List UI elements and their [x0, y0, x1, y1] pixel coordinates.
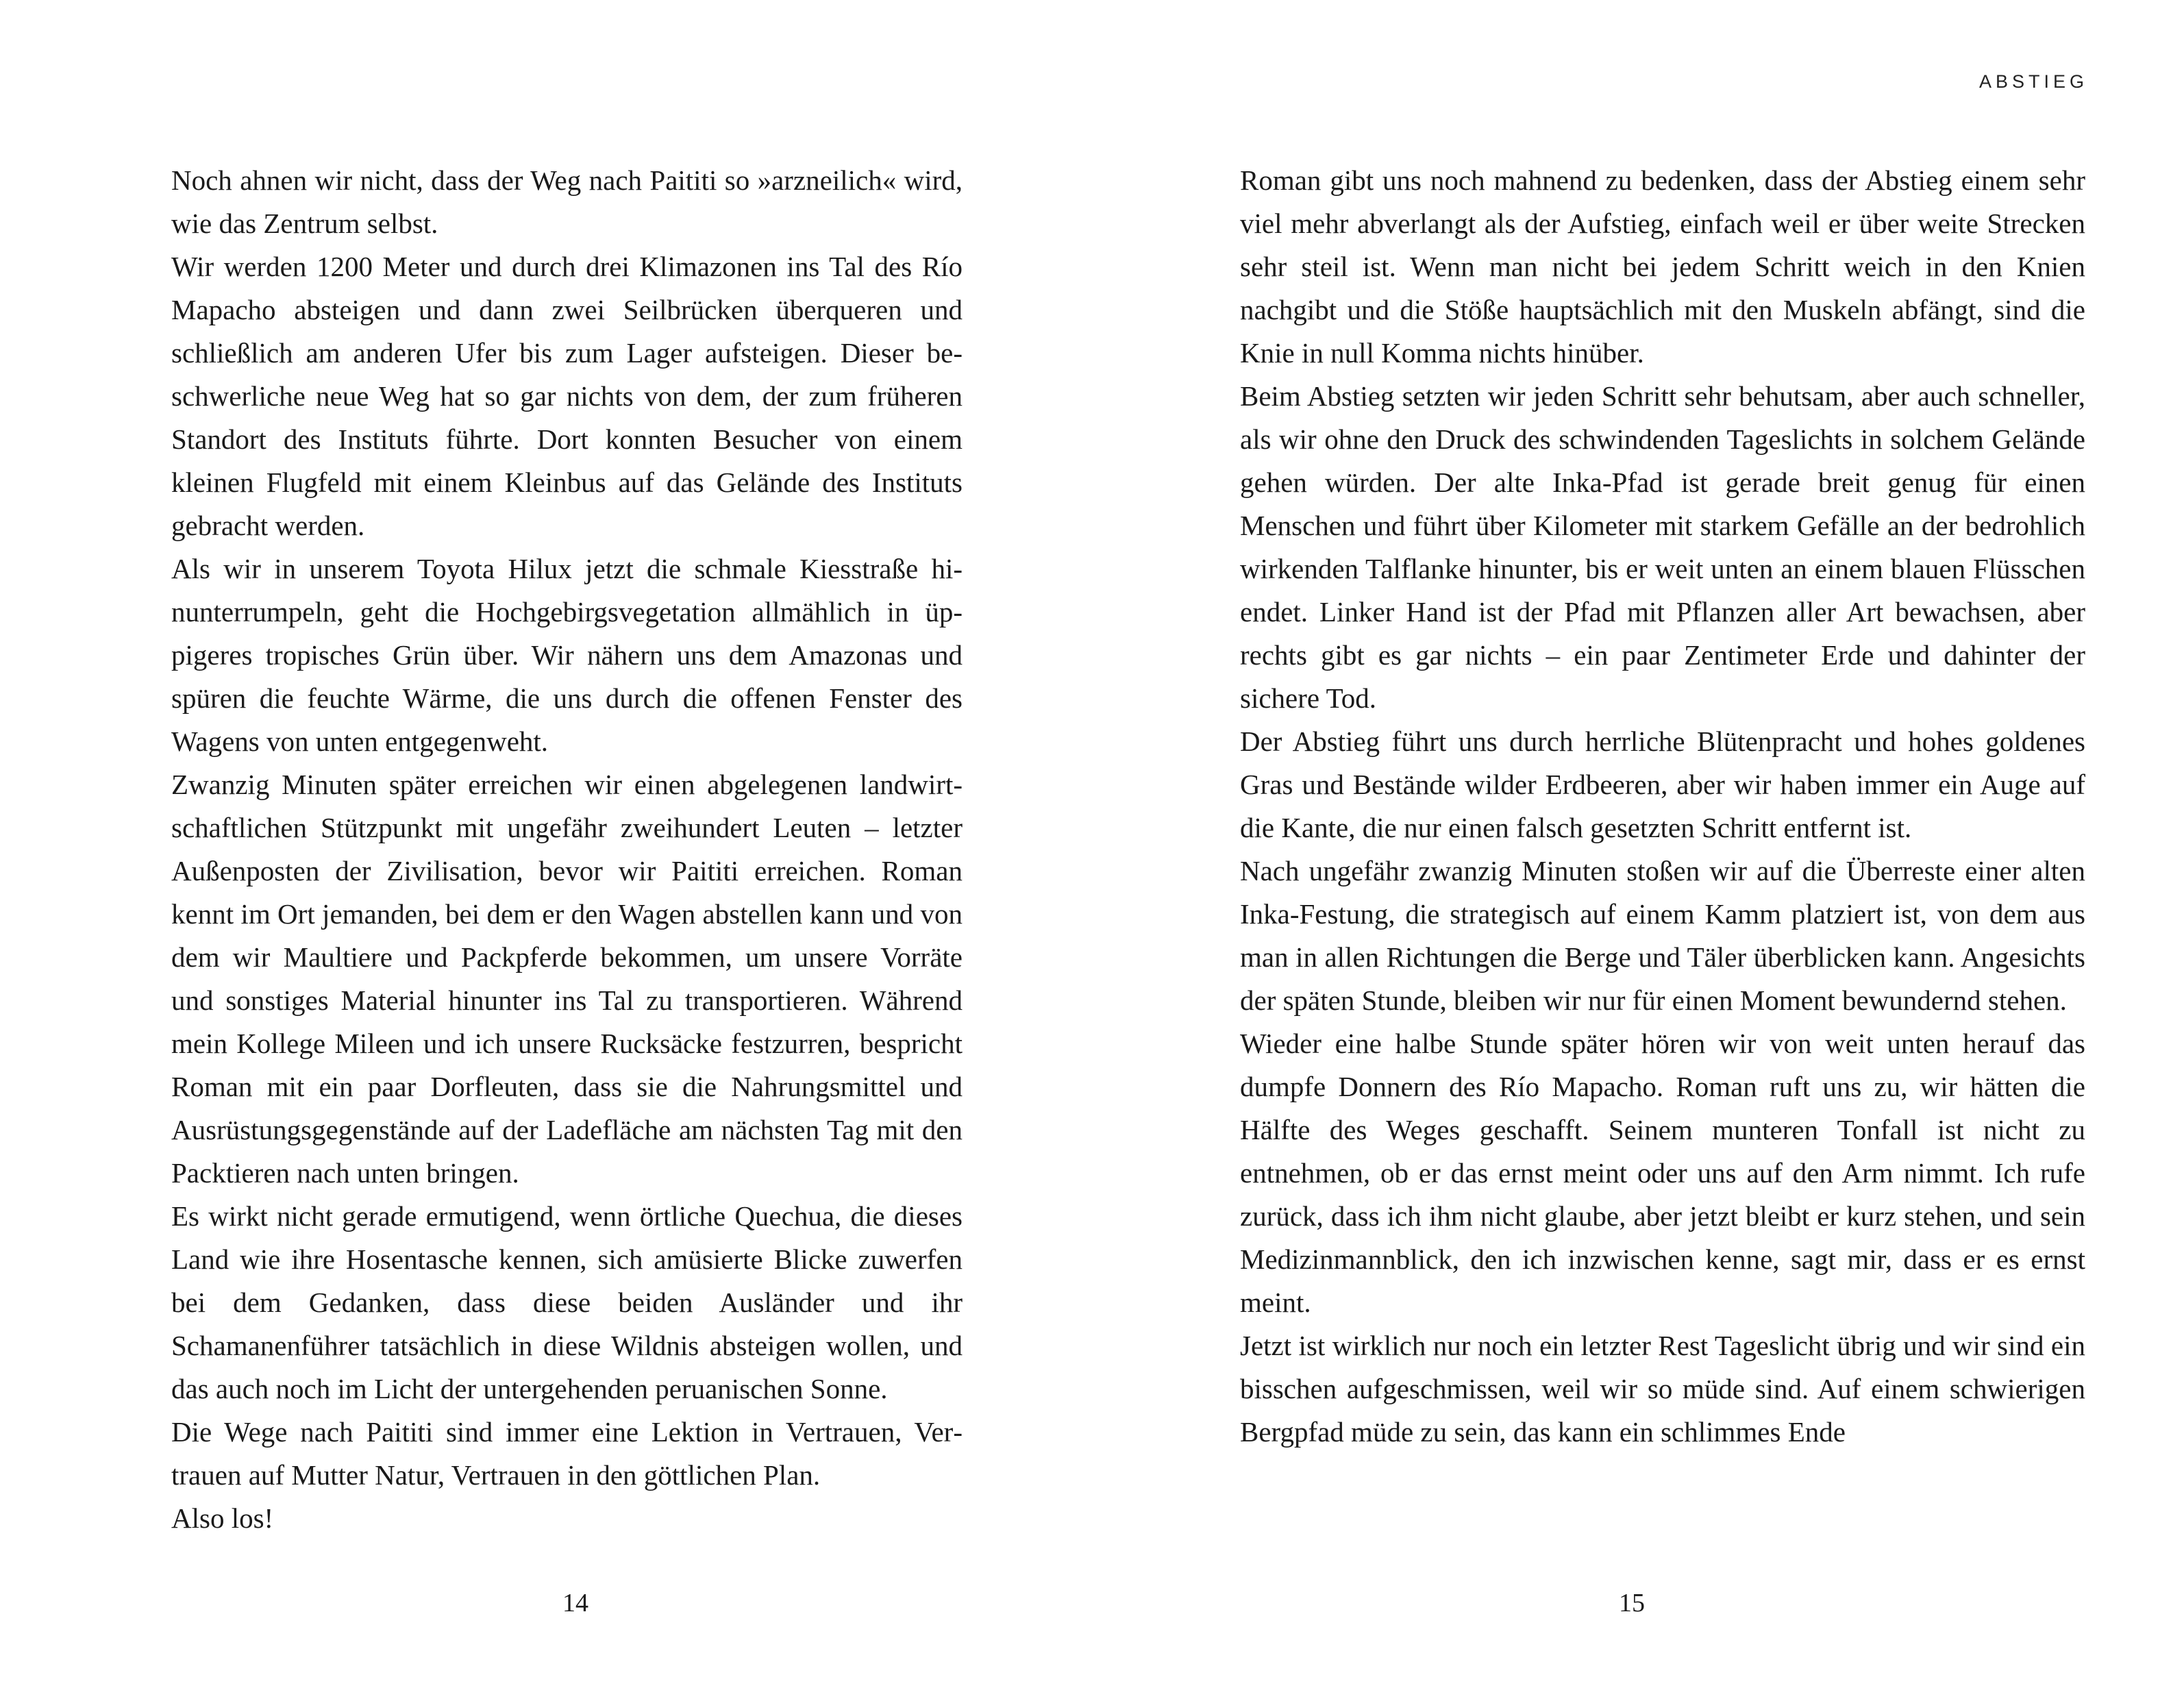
paragraph: Die Wege nach Paititi sind immer eine Lektion in Vertrauen, Vertrauen auf Mutter Natur, Vertrauen in den göttlichen Plan. — [171, 1416, 963, 1491]
running-head: ABSTIEG — [1978, 71, 2088, 92]
paragraph: Also los! — [171, 1502, 274, 1534]
paragraph: Wir werden 1200 Meter und durch drei Klimazonen ins Tal des Río Mapacho absteigen und dann zwei Seilbrücken überqueren und schließlich am anderen Ufer bis zum Lager aufsteigen. Dieser beschwerliche neue Weg hat so gar nichts von dem, der zum früheren Standort des Instituts führte. Dort konnten Besucher von einem kleinen Flugfeld mit einem Kleinbus auf das Gelände des Instituts gebracht werden. — [171, 251, 963, 541]
page-number-right: 15 — [1619, 1589, 1645, 1617]
paragraph: Als wir in unserem Toyota Hilux jetzt die schmale Kiesstraße hinunterrumpeln, geht die Hochgebirgsvegetation allmählich in üppigeres tropisches Grün über. Wir nähern uns dem Amazonas und spüren die feuchte Wärme, die uns durch die offenen Fenster des Wagens von unten entgegenweht. — [171, 553, 963, 757]
paragraph: Es wirkt nicht gerade ermutigend, wenn örtliche Quechua, die dieses Land wie ihre Hosentasche kennen, sich amüsierte Blicke zuwerfen bei dem Gedanken, dass diese beiden Ausländer und ihr Schamanenführer tatsächlich in diese Wildnis absteigen wollen, und das auch noch im Licht der untergehenden peruanischen Sonne. — [171, 1200, 963, 1404]
paragraph: Roman gibt uns noch mahnend zu bedenken, dass der Abstieg einem sehr viel mehr abverlangt als der Aufstieg, einfach weil er über weite Strecken sehr steil ist. Wenn man nicht bei jedem Schritt weich in den Knien nachgibt und die Stöße hauptsächlich mit den Muskeln abfängt, sind die Knie in null Komma nichts hinüber. — [1240, 164, 2085, 369]
right-page — [1092, 0, 2184, 1699]
right-page-text — [1240, 159, 2085, 1454]
paragraph: Jetzt ist wirklich nur noch ein letzter Rest Tageslicht übrig und wir sind ein bisschen aufgeschmissen, weil wir so müde sind. Auf einem schwierigen Bergpfad müde zu sein, das kann ein schlimmes Ende — [1240, 1330, 2085, 1448]
paragraph: Der Abstieg führt uns durch herrliche Blütenpracht und hohes goldenes Gras und Bestände wilder Erdbeeren, aber wir haben immer ein Auge auf die Kante, die nur einen falsch gesetzten Schritt entfernt ist. — [1240, 726, 2085, 843]
paragraph: Zwanzig Minuten später erreichen wir einen abgelegenen landwirtschaftlichen Stützpunkt mit ungefähr zweihundert Leuten – letzter Außenposten der Zivilisation, bevor wir Paititi erreichen. Roman kennt im Ort jemanden, bei dem er den Wagen abstellen kann und von dem wir Maultiere und Packpferde bekommen, um unsere Vorräte und sonstiges Material hinunter ins Tal zu transportieren. Während mein Kollege Mileen und ich unsere Rucksäcke festzurren, bespricht Roman mit ein paar Dorfleuten, dass sie die Nahrungsmittel und Ausrüstungsgegenstände auf der Ladefläche am nächsten Tag mit den Packtieren nach unten bringen. — [171, 769, 963, 1189]
left-page-text — [171, 159, 963, 1540]
page-number-left: 14 — [562, 1589, 588, 1617]
paragraph: Wieder eine halbe Stunde später hören wir von weit unten herauf das dumpfe Donnern des Río Mapacho. Roman ruft uns zu, wir hätten die Hälfte des Weges geschafft. Seinem munteren Tonfall ist nicht zu entnehmen, ob er das ernst meint oder uns auf den Arm nimmt. Ich rufe zurück, dass ich ihm nicht glaube, aber jetzt bleibt er kurz stehen, und sein Medizinmannblick, den ich inzwischen kenne, sagt mir, dass er es ernst meint. — [1240, 1028, 2085, 1318]
paragraph: Beim Abstieg setzten wir jeden Schritt sehr behutsam, aber auch schneller, als wir ohne den Druck des schwindenden Tageslichts in solchem Gelände gehen würden. Der alte Inka-Pfad ist gerade breit genug für einen Menschen und führt über Kilometer mit starkem Gefälle an der bedrohlich wirkenden Talflanke hinunter, bis er weit unten an einem blauen Flüsschen endet. Linker Hand ist der Pfad mit Pflanzen aller Art bewachsen, aber rechts gibt es gar nichts – ein paar Zentimeter Erde und dahinter der sichere Tod. — [1240, 380, 2085, 714]
paragraph: Nach ungefähr zwanzig Minuten stoßen wir auf die Überreste einer alten Inka-Festung, die strategisch auf einem Kamm platziert ist, von dem aus man in allen Richtungen die Berge und Täler überblicken kann. Angesichts der späten Stunde, bleiben wir nur für einen Moment bewundernd stehen. — [1240, 855, 2085, 1016]
paragraph: Noch ahnen wir nicht, dass der Weg nach Paititi so »arzneilich« wird, wie das Zentrum selbst. — [171, 164, 963, 239]
